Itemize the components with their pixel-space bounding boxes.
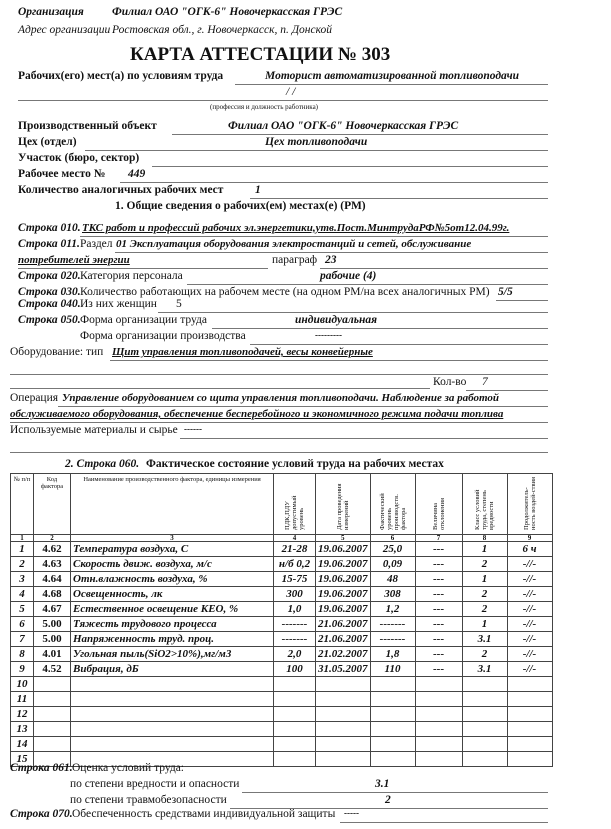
cell-date — [316, 707, 371, 722]
cell-date — [316, 692, 371, 707]
cell-pdk: 2,0 — [274, 647, 316, 662]
section1-title: 1. Общие сведения о рабочих(ем) местах(е) (РМ) — [115, 200, 366, 212]
prod-form-underline — [250, 344, 548, 345]
cell-name — [71, 692, 274, 707]
cell-actual: 308 — [370, 587, 415, 602]
cell-code: 4.01 — [34, 647, 71, 662]
qty-label: Кол-во — [433, 376, 467, 388]
cell-pdk: 1,0 — [274, 602, 316, 617]
cell-actual — [370, 752, 415, 767]
s070-underline — [340, 822, 548, 823]
table-row — [11, 587, 553, 602]
cell-actual — [370, 722, 415, 737]
s020-value: рабочие (4) — [320, 270, 377, 282]
header-actual-text: Фактический уровень производств. фактора — [378, 493, 407, 530]
cell-date: 21.06.2007 — [316, 632, 371, 647]
s061-text: Оценка условий труда: — [72, 762, 185, 774]
cell-n: 15 — [11, 752, 34, 767]
object-label: Производственный объект — [18, 120, 157, 132]
materials-label: Используемые материалы и сырье — [10, 424, 178, 436]
cell-dur: -//- — [507, 632, 552, 647]
object-underline — [172, 134, 548, 135]
place-underline — [120, 182, 548, 183]
cell-n: 1 — [11, 542, 34, 557]
cell-dev: --- — [415, 662, 462, 677]
header-date — [316, 474, 371, 535]
section-label: Участок (бюро, сектор) — [18, 152, 140, 164]
header-name-text: Наименование производственного фактора, единицы измерения — [83, 476, 261, 483]
cell-dur: 6 ч — [507, 542, 552, 557]
count-underline — [250, 198, 548, 199]
cell-cls: 1 — [462, 572, 507, 587]
cell-dev: --- — [415, 557, 462, 572]
cell-pdk: ------- — [274, 632, 316, 647]
table-row — [11, 602, 553, 617]
cell-dur: -//- — [507, 602, 552, 617]
cell-cls — [462, 722, 507, 737]
table-row — [11, 632, 553, 647]
cell-n: 13 — [11, 722, 34, 737]
cell-code: 4.52 — [34, 662, 71, 677]
cell-date: 19.06.2007 — [316, 572, 371, 587]
table-row — [11, 692, 553, 707]
cell-date: 21.02.2007 — [316, 647, 371, 662]
s030-text: Количество работающих на рабочем месте (на одном РМ/на всех аналогичных РМ) — [80, 286, 490, 298]
header-num-text: № п/п — [13, 476, 31, 483]
table-row — [11, 722, 553, 737]
cell-actual: 48 — [370, 572, 415, 587]
cell-date — [316, 752, 371, 767]
operation-underline2 — [10, 422, 548, 423]
table-row — [11, 557, 553, 572]
cell-dev — [415, 722, 462, 737]
cell-cls: 3.1 — [462, 632, 507, 647]
s050-label: Строка 050. — [18, 314, 81, 326]
cell-cls: 1 — [462, 542, 507, 557]
cell-code: 4.68 — [34, 587, 71, 602]
s040-underline — [158, 312, 548, 313]
address-value: Ростовская обл., г. Новочеркасск, п. Донской — [112, 24, 333, 36]
header-class — [462, 474, 507, 535]
place-value: 449 — [128, 168, 146, 180]
cell-dur: -//- — [507, 557, 552, 572]
cell-name: Угольная пыль(SiO2>10%),мг/м3 — [71, 647, 274, 662]
header-duration — [507, 474, 552, 535]
s040-value: 5 — [176, 298, 182, 310]
cell-pdk — [274, 722, 316, 737]
col-num: 8 — [462, 535, 507, 542]
section2-title-prefix: 2. Строка 060. — [65, 458, 140, 470]
place-label: Рабочее место № — [18, 168, 106, 180]
s020-underline — [187, 284, 548, 285]
s030-label: Строка 030. — [18, 286, 81, 298]
cell-n: 3 — [11, 572, 34, 587]
s020-label: Строка 020. — [18, 270, 81, 282]
s050-text: Форма организации труда — [80, 314, 207, 326]
cell-date — [316, 737, 371, 752]
s010-value: ТКС работ и профессий рабочих эл.энергетики,утв.Пост.МинтрудаРФ№5от12.04.99г. — [82, 222, 510, 234]
cell-actual — [370, 707, 415, 722]
cell-n: 11 — [11, 692, 34, 707]
cell-cls — [462, 707, 507, 722]
col-num: 2 — [34, 535, 71, 542]
cell-dev — [415, 752, 462, 767]
cell-dev: --- — [415, 647, 462, 662]
cell-dev — [415, 737, 462, 752]
operation-underline — [58, 406, 548, 407]
s050-value: индивидуальная — [295, 314, 378, 326]
col-num: 1 — [11, 535, 34, 542]
cell-cls: 1 — [462, 617, 507, 632]
table-row — [11, 677, 553, 692]
cell-pdk: н/б 0,2 — [274, 557, 316, 572]
col-num: 9 — [507, 535, 552, 542]
header-deviation-text: Величина отклонения — [431, 498, 446, 530]
cell-dev: --- — [415, 587, 462, 602]
cell-pdk — [274, 737, 316, 752]
s011-underline2 — [18, 268, 268, 269]
qty-line — [10, 388, 430, 389]
header-name — [71, 474, 274, 535]
paragraph-label: параграф — [272, 254, 318, 266]
harm-label: по степени вредности и опасности — [70, 778, 240, 790]
col-num: 5 — [316, 535, 371, 542]
cell-code: 4.67 — [34, 602, 71, 617]
object-value: Филиал ОАО "ОГК-6" Новочеркасская ГРЭС — [228, 120, 459, 132]
cell-code — [34, 677, 71, 692]
table-row — [11, 617, 553, 632]
cell-name: Вибрация, дБ — [71, 662, 274, 677]
cell-n: 9 — [11, 662, 34, 677]
cell-actual — [370, 677, 415, 692]
s030-value: 5/5 — [498, 286, 513, 298]
prod-form-value: --------- — [315, 330, 342, 340]
s011-label: Строка 011. — [18, 238, 80, 250]
cell-pdk: 21-28 — [274, 542, 316, 557]
count-label: Количество аналогичных рабочих мест — [18, 184, 224, 196]
table-row — [11, 647, 553, 662]
qty-value: 7 — [482, 376, 488, 388]
equipment-underline — [110, 360, 548, 361]
header-duration-text: Продолжитель-ность воздей-ствия — [522, 476, 537, 530]
injury-value: 2 — [385, 794, 391, 806]
conditions-table — [10, 473, 553, 767]
cell-code — [34, 692, 71, 707]
cell-actual: 0,09 — [370, 557, 415, 572]
materials-underline — [180, 438, 548, 439]
prod-form-label: Форма организации производства — [80, 330, 246, 342]
cell-dur: -//- — [507, 617, 552, 632]
table-row — [11, 662, 553, 677]
s030-underline — [496, 300, 548, 301]
cell-n: 2 — [11, 557, 34, 572]
s011-value2: потребителей энергии — [18, 254, 130, 266]
cell-dur — [507, 692, 552, 707]
cell-actual: ------- — [370, 617, 415, 632]
cell-dur — [507, 707, 552, 722]
s070-label: Строка 070. — [10, 808, 73, 820]
cell-code: 5.00 — [34, 632, 71, 647]
cell-actual: 1,8 — [370, 647, 415, 662]
shop-value: Цех топливоподачи — [265, 136, 368, 148]
cell-code: 4.63 — [34, 557, 71, 572]
cell-cls — [462, 677, 507, 692]
page-title: КАРТА АТТЕСТАЦИИ № 303 — [130, 44, 391, 65]
paragraph-value: 23 — [325, 254, 337, 266]
cell-n: 4 — [11, 587, 34, 602]
slashes: / / — [286, 86, 296, 98]
cell-date: 21.06.2007 — [316, 617, 371, 632]
cell-pdk: ------- — [274, 617, 316, 632]
cell-dev: --- — [415, 632, 462, 647]
col-num: 3 — [71, 535, 274, 542]
cell-n: 10 — [11, 677, 34, 692]
workplace-value: Моторист автоматизированной топливоподачи — [265, 70, 520, 82]
cell-pdk — [274, 752, 316, 767]
cell-n: 5 — [11, 602, 34, 617]
table-row — [11, 572, 553, 587]
cell-pdk: 100 — [274, 662, 316, 677]
harm-underline — [242, 792, 548, 793]
cell-n: 6 — [11, 617, 34, 632]
cell-code — [34, 722, 71, 737]
cell-cls: 2 — [462, 587, 507, 602]
s070-text: Обеспеченность средствами индивидуальной защиты — [72, 808, 336, 820]
cell-dur — [507, 677, 552, 692]
s011-underline — [115, 252, 548, 253]
cell-pdk: 300 — [274, 587, 316, 602]
org-label: Организация — [18, 6, 84, 18]
cell-name: Температура воздуха, С — [71, 542, 274, 557]
equipment-label: Оборудование: тип — [10, 346, 104, 358]
table-row — [11, 707, 553, 722]
table-row — [11, 542, 553, 557]
cell-n: 8 — [11, 647, 34, 662]
cell-date — [316, 677, 371, 692]
cell-n: 12 — [11, 707, 34, 722]
profession-caption: (профессия и должность работника) — [210, 103, 319, 111]
cell-name: Освещенность, лк — [71, 587, 274, 602]
cell-dur: -//- — [507, 647, 552, 662]
s011-value1: 01 Эксплуатация оборудования электростанций и сетей, обслуживание — [116, 238, 472, 250]
s040-label: Строка 040. — [18, 298, 81, 310]
s050-underline — [212, 328, 548, 329]
cell-name — [71, 677, 274, 692]
cell-actual: 110 — [370, 662, 415, 677]
section2-title-text: Фактическое состояние условий труда на рабочих местах — [146, 458, 444, 470]
cell-pdk — [274, 707, 316, 722]
s011-prefix: Раздел — [80, 238, 113, 250]
cell-name — [71, 737, 274, 752]
header-deviation — [415, 474, 462, 535]
address-label: Адрес организации — [18, 24, 111, 36]
cell-actual: ------- — [370, 632, 415, 647]
header-class-text: Класс условий труда, степень вредности — [474, 489, 495, 530]
workplace-underline — [235, 84, 548, 85]
qty-underline — [466, 390, 548, 391]
cell-date: 19.06.2007 — [316, 602, 371, 617]
operation-value1: Управление оборудованием со щита управления топливоподачи. Наблюдение за работой — [62, 392, 500, 404]
cell-name: Тяжесть трудового процесса — [71, 617, 274, 632]
cell-dur: -//- — [507, 572, 552, 587]
cell-pdk: 15-75 — [274, 572, 316, 587]
cell-cls — [462, 692, 507, 707]
cell-pdk — [274, 677, 316, 692]
cell-dev: --- — [415, 542, 462, 557]
table-body — [11, 542, 553, 767]
header-code-text: Код фактора — [40, 476, 64, 490]
col-num: 4 — [274, 535, 316, 542]
operation-label: Операция — [10, 392, 59, 404]
cell-name — [71, 722, 274, 737]
table-row — [11, 737, 553, 752]
cell-date: 19.06.2007 — [316, 587, 371, 602]
cell-code: 4.62 — [34, 542, 71, 557]
s061-label: Строка 061. — [10, 762, 73, 774]
cell-dur: -//- — [507, 587, 552, 602]
s070-value: ----- — [344, 808, 359, 818]
cell-cls — [462, 737, 507, 752]
header-pdk — [274, 474, 316, 535]
cell-code — [34, 737, 71, 752]
cell-name: Напряженность труд. проц. — [71, 632, 274, 647]
cell-dur — [507, 752, 552, 767]
operation-value2: обслуживаемого оборудования, обеспечение бесперебойного и экономичного режима подачи топлива — [10, 408, 504, 420]
cell-cls: 2 — [462, 557, 507, 572]
workplace-label: Рабочих(его) мест(а) по условиям труда — [18, 70, 224, 82]
cell-name: Естественное освещение КЕО, % — [71, 602, 274, 617]
profession-underline — [18, 100, 548, 101]
header-date-text: Дата проведения измерений — [335, 483, 350, 530]
s020-text: Категория персонала — [80, 270, 183, 282]
cell-code: 5.00 — [34, 617, 71, 632]
cell-date: 31.05.2007 — [316, 662, 371, 677]
cell-dev — [415, 677, 462, 692]
cell-cls: 2 — [462, 647, 507, 662]
s010-underline — [80, 236, 548, 237]
cell-cls: 3.1 — [462, 662, 507, 677]
cell-dev: --- — [415, 602, 462, 617]
table-header-row — [11, 474, 553, 535]
cell-cls: 2 — [462, 602, 507, 617]
col-num: 6 — [370, 535, 415, 542]
cell-cls — [462, 752, 507, 767]
col-num: 7 — [415, 535, 462, 542]
cell-name: Отн.влажность воздуха, % — [71, 572, 274, 587]
cell-code: 4.64 — [34, 572, 71, 587]
cell-dev: --- — [415, 572, 462, 587]
cell-name — [71, 707, 274, 722]
cell-n: 7 — [11, 632, 34, 647]
cell-actual: 1,2 — [370, 602, 415, 617]
equipment-value: Щит управления топливоподачей, весы конвейерные — [112, 346, 373, 358]
cell-pdk — [274, 692, 316, 707]
cell-dev — [415, 707, 462, 722]
cell-actual — [370, 692, 415, 707]
cell-dur — [507, 722, 552, 737]
cell-actual: 25,0 — [370, 542, 415, 557]
cell-dev: --- — [415, 617, 462, 632]
s040-text: Из них женщин — [80, 298, 157, 310]
cell-name: Скорость движ. воздуха, м/с — [71, 557, 274, 572]
materials-underline2 — [10, 452, 548, 453]
materials-value: ------ — [184, 424, 202, 434]
harm-value: 3.1 — [375, 778, 390, 790]
cell-date: 19.06.2007 — [316, 557, 371, 572]
cell-actual — [370, 737, 415, 752]
column-numbers-row — [11, 535, 553, 542]
count-value: 1 — [255, 184, 261, 196]
shop-underline — [85, 150, 548, 151]
cell-date — [316, 722, 371, 737]
cell-dev — [415, 692, 462, 707]
injury-label: по степени травмобезопасности — [70, 794, 227, 806]
header-pdk-text: ПДК,ПДУ допустимый уровень — [284, 495, 305, 530]
cell-n: 14 — [11, 737, 34, 752]
header-code — [34, 474, 71, 535]
cell-code — [34, 707, 71, 722]
cell-dur: -//- — [507, 662, 552, 677]
org-value: Филиал ОАО "ОГК-6" Новочеркасская ГРЭС — [112, 6, 343, 18]
paragraph-underline — [320, 268, 548, 269]
equipment-underline2 — [10, 374, 548, 375]
shop-label: Цех (отдел) — [18, 136, 77, 148]
cell-dur — [507, 737, 552, 752]
section-underline — [152, 166, 548, 167]
cell-date: 19.06.2007 — [316, 542, 371, 557]
header-actual — [370, 474, 415, 535]
s010-label: Строка 010. — [18, 222, 81, 234]
header-num — [11, 474, 34, 535]
